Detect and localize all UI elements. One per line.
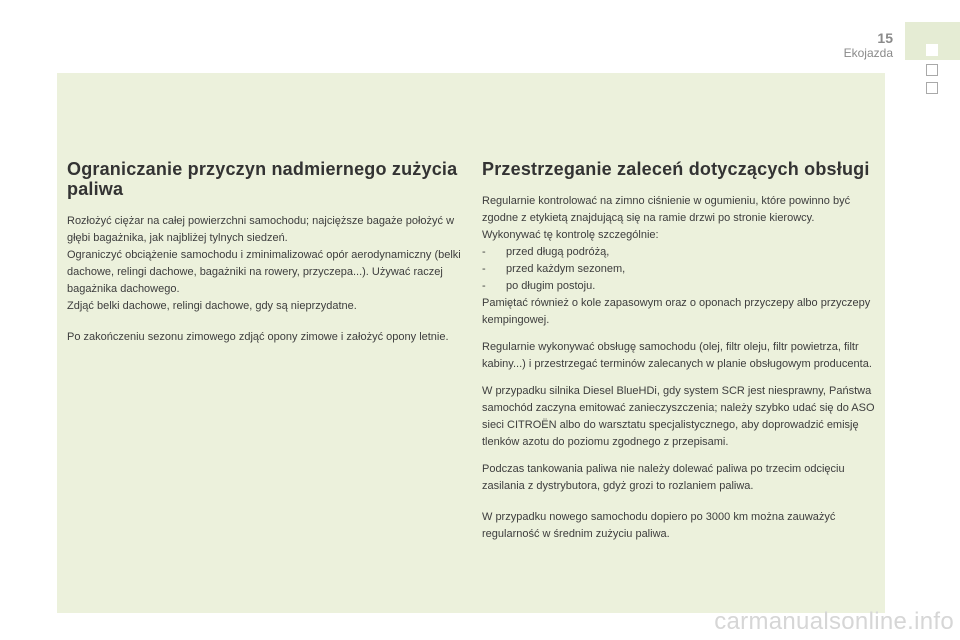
right-paragraph: Podczas tankowania paliwa nie należy dolewać paliwa po trzecim odcięciu zasilania z dystrybutora, gdyż grozi to rozlaniem paliwa.	[482, 463, 845, 492]
right-column	[482, 159, 877, 543]
right-paragraph: W przypadku silnika Diesel BlueHDi, gdy system SCR jest niesprawny, Państwa samochód zaczyna emitować zanieczyszczenia; należy szybko udać się do ASO sieci CITROËN albo do warsztatu specjalistycznego, aby doprowadzić emisję tlenków azotu do poziomu zgodnego z przepisami.	[482, 385, 875, 448]
spacer	[482, 329, 877, 339]
list-item	[482, 278, 877, 295]
right-paragraph: Regularnie wykonywać obsługę samochodu (olej, filtr oleju, filtr powietrza, filtr kabiny...) i przestrzegać terminów zalecanych w planie obsługowym producenta.	[482, 341, 872, 370]
list-item	[482, 244, 877, 261]
watermark: carmanualsonline.info	[714, 608, 954, 635]
right-section-title: Przestrzeganie zaleceń dotyczących obsługi	[482, 159, 870, 179]
left-column	[67, 159, 462, 346]
right-paragraph: W przypadku nowego samochodu dopiero po 3000 km można zauważyć regularność w średnim zużyciu paliwa.	[482, 511, 836, 540]
list-item-text: przed długą podróżą,	[506, 246, 610, 258]
left-paragraph: Zdjąć belki dachowe, relingi dachowe, gdy są nieprzydatne.	[67, 300, 357, 312]
left-paragraph: Rozłożyć ciężar na całej powierzchni samochodu; najcięższe bagaże położyć w głębi bagażnika, jak najbliżej tylnych siedzeń.	[67, 215, 455, 244]
page-number: 15	[877, 30, 893, 46]
list-item-text: przed każdym sezonem,	[506, 263, 626, 275]
chapter-tab-square-3	[926, 82, 938, 94]
spacer	[482, 495, 877, 509]
list-dash: -	[482, 263, 486, 275]
right-paragraph: Regularnie kontrolować na zimno ciśnienie w ogumieniu, które powinno być zgodne z etykietą znajdującą się na ramie drzwi po stronie kierowcy.	[482, 195, 851, 224]
left-paragraph: Ograniczyć obciążenie samochodu i zminimalizować opór aerodynamiczny (belki dachowe, relingi dachowe, bagażniki na rowery, przyczepa...). Używać raczej bagażnika dachowego.	[67, 249, 461, 295]
right-paragraph: Pamiętać również o kole zapasowym oraz o oponach przyczepy albo przyczepy kempingowej.	[482, 297, 871, 326]
left-paragraph: Po zakończeniu sezonu zimowego zdjąć opony zimowe i założyć opony letnie.	[67, 331, 449, 343]
spacer	[67, 315, 462, 329]
section-label: Ekojazda	[843, 46, 893, 60]
list-item-text: po długim postoju.	[506, 280, 596, 292]
list-dash: -	[482, 280, 486, 292]
chapter-tab-square-1	[926, 44, 938, 56]
left-section-title: Ograniczanie przyczyn nadmiernego zużycia paliwa	[67, 159, 458, 199]
spacer	[482, 451, 877, 461]
content-panel	[57, 73, 885, 613]
chapter-tab-square-2	[926, 64, 938, 76]
right-paragraph: Wykonywać tę kontrolę szczególnie:	[482, 229, 659, 241]
list-item	[482, 261, 877, 278]
spacer	[482, 373, 877, 383]
list-dash: -	[482, 246, 486, 258]
